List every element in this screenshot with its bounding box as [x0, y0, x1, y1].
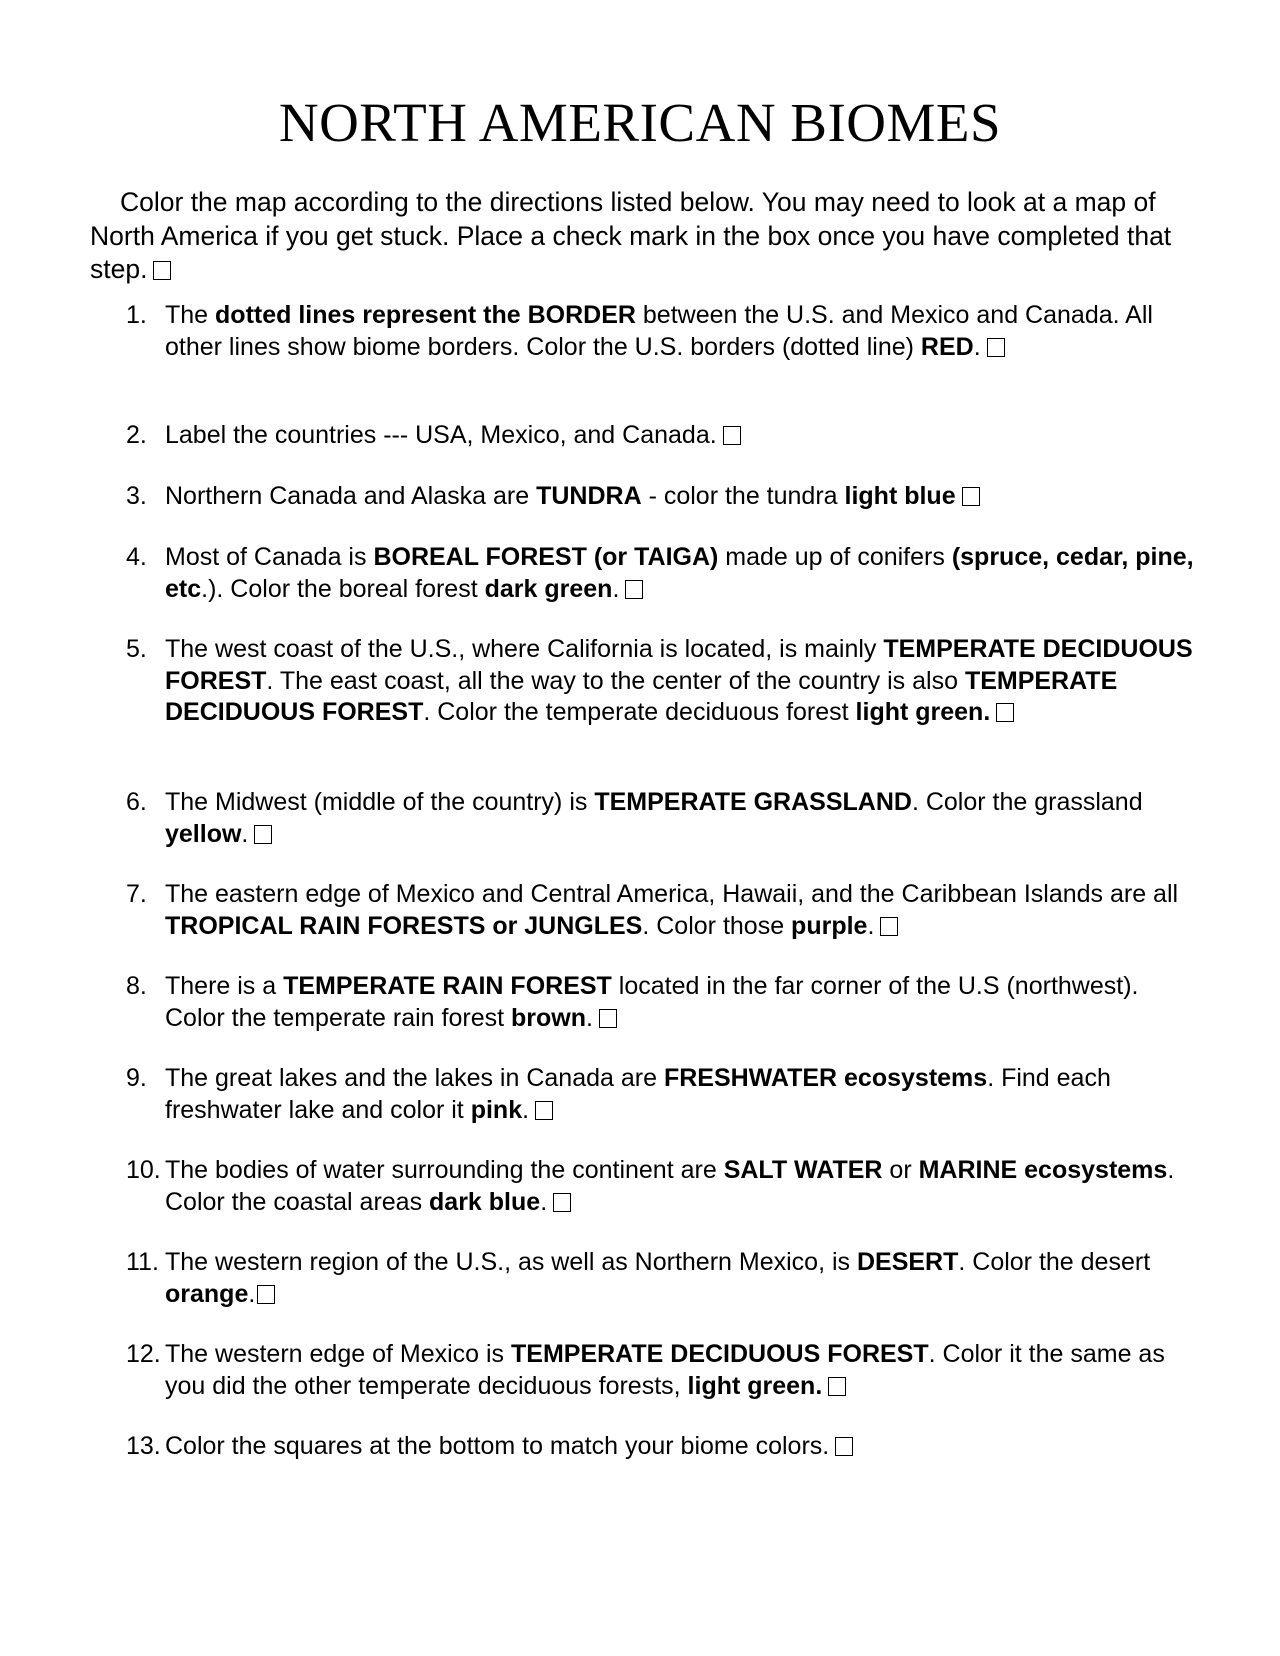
- checkbox[interactable]: [996, 703, 1014, 722]
- step-number: 12.: [126, 1340, 161, 1368]
- step-number: 13.: [126, 1432, 161, 1460]
- step-number: 5.: [126, 635, 147, 663]
- step-3: 3. Northern Canada and Alaska are TUNDRA - color the tundra light blue: [126, 481, 1196, 513]
- checkbox[interactable]: [828, 1377, 846, 1396]
- step-2: 2. Label the countries --- USA, Mexico, and Canada.: [126, 420, 1196, 452]
- checkbox[interactable]: [153, 261, 171, 280]
- step-4: 4. Most of Canada is BOREAL FOREST (or TAIGA) made up of conifers (spruce, cedar, pine, etc.). Color the boreal forest dark green.: [126, 543, 1194, 603]
- step-number: 8.: [126, 972, 147, 1000]
- step-5: 5. The west coast of the U.S., where California is located, is mainly TEMPERATE DECIDUOUS FOREST. The east coast, all the way to the center of the country is also TEMPERATE DECIDUOUS FOREST. Color the temperate deciduous forest light green.: [126, 635, 1193, 726]
- step-8: 8. There is a TEMPERATE RAIN FOREST located in the far corner of the U.S (northwest). Color the temperate rain forest brown.: [126, 972, 1139, 1032]
- step-number: 11.: [126, 1248, 159, 1276]
- step-number: 10.: [126, 1156, 161, 1184]
- step-number: 6.: [126, 788, 147, 816]
- intro-paragraph: [90, 186, 1200, 287]
- step-9: 9. The great lakes and the lakes in Canada are FRESHWATER ecosystems. Find each freshwater lake and color it pink.: [126, 1064, 1111, 1124]
- step-13: [126, 1431, 1196, 1463]
- step-number: 9.: [126, 1064, 147, 1092]
- checkbox[interactable]: [535, 1101, 553, 1120]
- step-10: [126, 1155, 1196, 1218]
- step-number: 7.: [126, 880, 147, 908]
- checkbox[interactable]: [880, 917, 898, 936]
- step-text: The bodies of water surrounding the continent are SALT WATER or MARINE ecosystems. Color the coastal areas dark blue.: [165, 1156, 1175, 1216]
- checkbox[interactable]: [723, 426, 741, 445]
- step-12: [126, 1339, 1196, 1402]
- step-11: [126, 1247, 1196, 1310]
- step-number: 3.: [126, 482, 147, 510]
- checkbox[interactable]: [835, 1437, 853, 1456]
- step-7: 7. The eastern edge of Mexico and Central America, Hawaii, and the Caribbean Islands are all TROPICAL RAIN FORESTS or JUNGLES. Color those purple.: [126, 880, 1179, 940]
- step-6: 6. The Midwest (middle of the country) is TEMPERATE GRASSLAND. Color the grassland yellow.: [126, 788, 1143, 848]
- checkbox[interactable]: [254, 825, 272, 844]
- step-number: 4.: [126, 543, 147, 571]
- checkbox[interactable]: [553, 1193, 571, 1212]
- checkbox[interactable]: [625, 580, 643, 599]
- intro-text: Color the map according to the directions listed below. You may need to look at a map of North America if you get stuck. Place a check mark in the box once you have completed that step.: [90, 187, 1172, 284]
- checkbox[interactable]: [257, 1285, 275, 1304]
- step-number: 2.: [126, 421, 147, 449]
- step-text: The western edge of Mexico is TEMPERATE DECIDUOUS FOREST. Color it the same as you did the other temperate deciduous forests, light green.: [165, 1340, 1165, 1400]
- checkbox[interactable]: [599, 1009, 617, 1028]
- step-text: Color the squares at the bottom to match your biome colors.: [165, 1432, 853, 1460]
- step-text: The western region of the U.S., as well as Northern Mexico, is DESERT. Color the desert orange.: [165, 1248, 1151, 1308]
- checkbox[interactable]: [987, 338, 1005, 357]
- checkbox[interactable]: [962, 487, 980, 506]
- step-number: 1.: [126, 301, 147, 329]
- step-1: 1. The dotted lines represent the BORDER between the U.S. and Mexico and Canada. All other lines show biome borders. Color the U.S. borders (dotted line) RED.: [126, 301, 1153, 361]
- page-title: NORTH AMERICAN BIOMES: [278, 92, 1002, 153]
